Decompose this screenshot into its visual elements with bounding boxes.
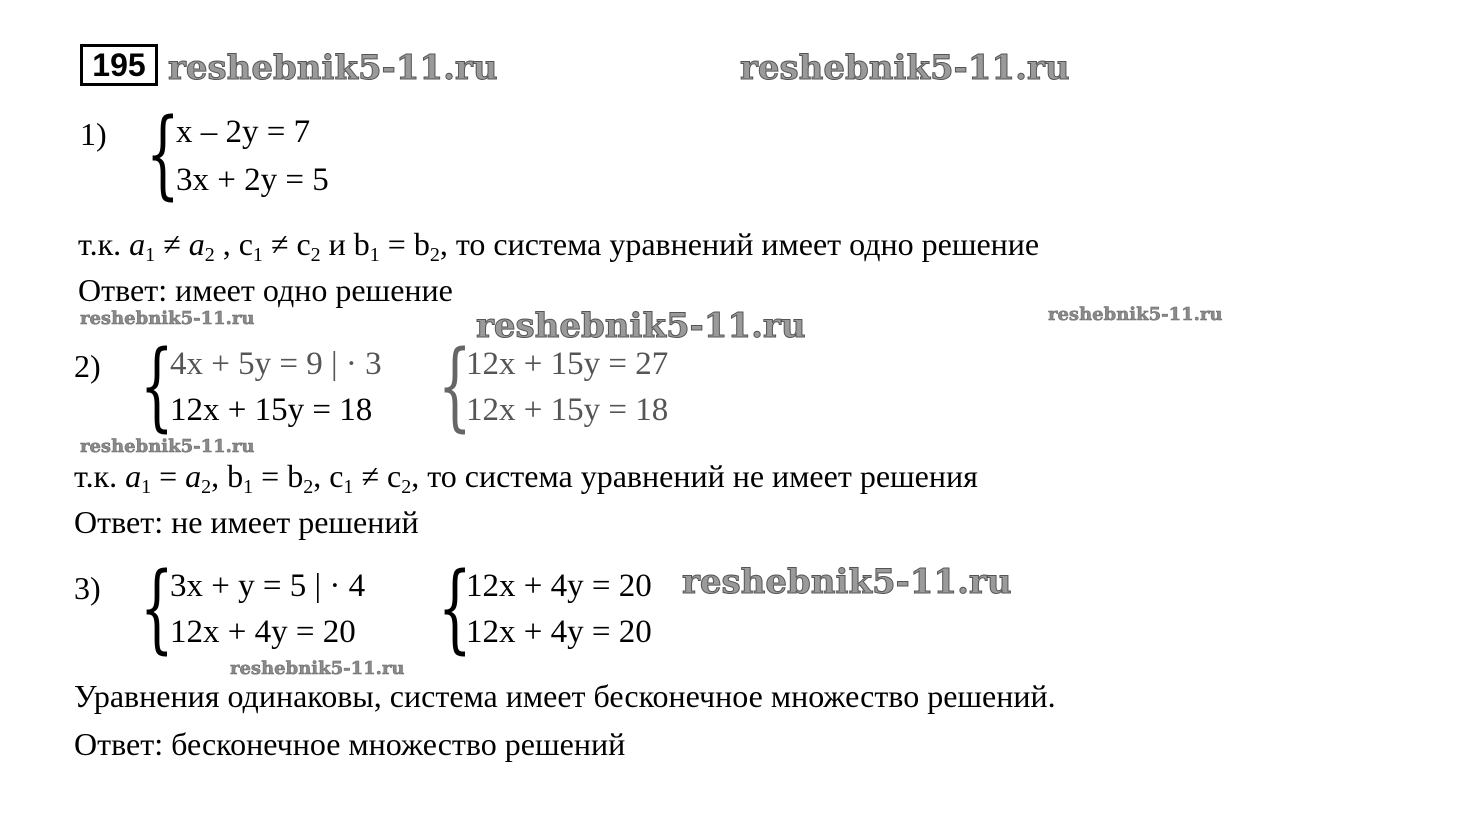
part2-label: 2) [74, 348, 101, 384]
part1-equation-1: x – 2y = 7 [176, 114, 311, 150]
watermark: reshebnik5-11.ru [740, 48, 1070, 88]
system-brace: { [140, 552, 174, 664]
part3-equation-3: 12x + 4y = 20 [466, 568, 652, 604]
system-brace: { [146, 98, 180, 210]
part2-equation-2: 12x + 15y = 18 [170, 392, 373, 428]
part1-explanation: т.к. $a_1 \ne a_2$ , $c_1 \ne c_2$ и $b_1 = b_2$, то система уравнений имеет одно решение [78, 226, 1040, 266]
part3-equation-2: 12x + 4y = 20 [170, 614, 356, 650]
part1-equation-2: 3x + 2y = 5 [176, 162, 329, 198]
part3-answer: Ответ: бесконечное множество решений [74, 726, 626, 762]
part2-equation-3: 12x + 15y = 27 [466, 346, 669, 382]
part1-answer: Ответ: имеет одно решение [78, 272, 453, 308]
part3-equation-1: 3x + y = 5 | · 4 [170, 568, 366, 604]
watermark: reshebnik5-11.ru [1048, 304, 1223, 325]
part3-equation-4: 12x + 4y = 20 [466, 614, 652, 650]
part3-label: 3) [74, 570, 101, 606]
watermark: reshebnik5-11.ru [168, 48, 498, 88]
system-brace: { [438, 552, 472, 664]
watermark: reshebnik5-11.ru [80, 436, 255, 457]
watermark: reshebnik5-11.ru [230, 658, 405, 679]
system-brace: { [438, 330, 472, 442]
problem-number: 195 [80, 44, 158, 86]
watermark: reshebnik5-11.ru [80, 308, 255, 329]
part2-answer: Ответ: не имеет решений [74, 504, 419, 540]
watermark: reshebnik5-11.ru [682, 562, 1012, 602]
part2-equation-4: 12x + 15y = 18 [466, 392, 669, 428]
part2-equation-1: 4x + 5y = 9 | · 3 [170, 346, 382, 382]
watermark: reshebnik5-11.ru [476, 306, 806, 346]
system-brace: { [140, 330, 174, 442]
part2-explanation: т.к. $a_1 = a_2$, $b_1 = b_2$, $c_1 \ne c_2$, то система уравнений не имеет решения [74, 458, 978, 498]
part1-label: 1) [80, 116, 107, 152]
part3-explanation: Уравнения одинаковы, система имеет бесконечное множество решений. [74, 678, 1056, 714]
